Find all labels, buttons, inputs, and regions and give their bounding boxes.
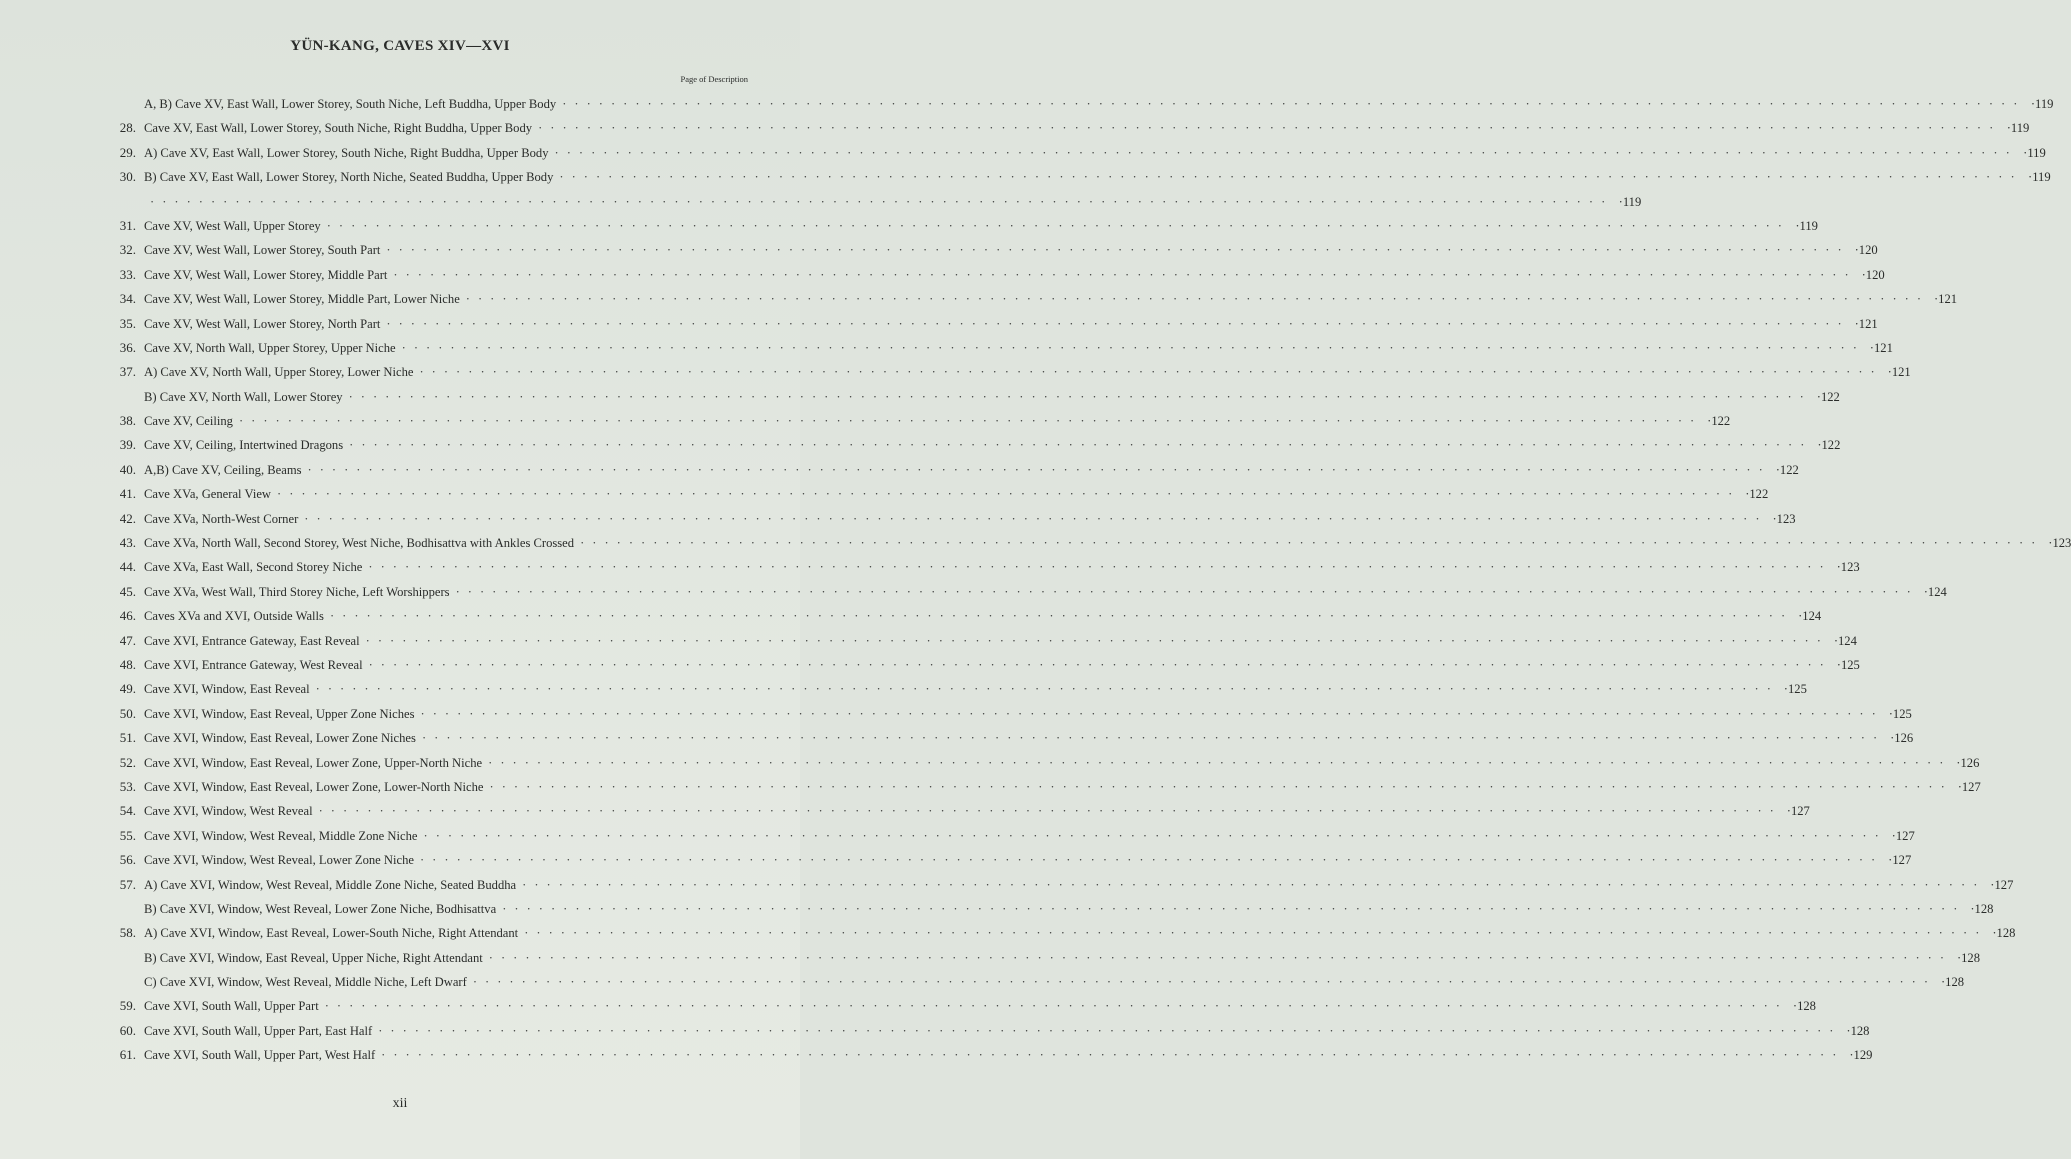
plate-number: 38.: [119, 413, 136, 429]
dot-leader: ························································································································: [419, 365, 1883, 380]
description-page: ·119: [1618, 194, 1642, 209]
description-page: ·128: [1970, 901, 1994, 916]
plate-title: Cave XVI, Window, East Reveal, Lower Zone Niches: [144, 731, 416, 746]
dot-leader: ························································································································: [465, 292, 1930, 307]
plate-number: 29.: [119, 144, 136, 160]
plate-title: Cave XVI, Entrance Gateway, East Reveal: [144, 633, 360, 648]
plate-title: A) Cave XV, North Wall, Upper Storey, Lower Niche: [144, 365, 414, 380]
list-item: [100, 677, 1807, 701]
plate-title: Cave XVI, Window, West Reveal, Lower Zone Niche: [144, 853, 414, 868]
list-item: [100, 799, 1810, 823]
dot-leader: ························································································································: [378, 1023, 1842, 1038]
list-item: [100, 360, 1911, 384]
plate-number: 53.: [119, 778, 136, 794]
plate-number: 50.: [119, 705, 136, 721]
list-item: [100, 824, 1915, 848]
description-page: ·122: [1817, 438, 1841, 453]
plate-number: 56.: [119, 852, 136, 868]
description-page: ·123: [1836, 560, 1860, 575]
plate-title: Cave XVa, North Wall, Second Storey, West Niche, Bodhisattva with Ankles Crossed: [144, 536, 575, 551]
plate-title: B) Cave XVI, Window, West Reveal, Lower Zone Niche, Bodhisattva: [144, 901, 497, 916]
description-page: ·128: [1956, 950, 1981, 965]
plate-title: Cave XV, West Wall, Lower Storey, Middle Part: [144, 267, 388, 282]
dot-leader: ························································································································: [472, 975, 1937, 990]
page-number: xii: [392, 1096, 408, 1111]
description-page: ·123: [1772, 511, 1796, 526]
description-page: ·125: [1888, 706, 1912, 721]
plate-number: 37.: [119, 364, 136, 380]
list-item: [100, 312, 1878, 336]
plate-number: 59.: [119, 998, 136, 1014]
description-page: ·124: [1833, 633, 1857, 648]
dot-leader: ························································································································: [368, 657, 1832, 672]
dot-leader: ························································································································: [277, 487, 1741, 502]
description-page: ·127: [1957, 779, 1981, 794]
dot-leader: ························································································································: [538, 121, 2002, 136]
dot-leader: ························································································································: [502, 901, 1966, 916]
plate-title: Cave XVI, South Wall, Upper Part, East Half: [144, 1023, 373, 1038]
list-item: [100, 214, 1818, 238]
plate-number: 34.: [119, 291, 136, 307]
plate-title: Cave XV, West Wall, Lower Storey, Middle Part, Lower Niche: [144, 292, 460, 307]
plate-number: 54.: [119, 803, 136, 819]
plate-title: A) Cave XVI, Window, West Reveal, Middle Zone Niche, Seated Buddha: [144, 877, 517, 892]
plate-number: 47.: [119, 632, 136, 648]
list-item: [100, 1043, 1873, 1067]
dot-leader: ························································································································: [368, 560, 1832, 575]
plate-title: Cave XVI, Window, East Reveal, Lower Zone, Upper-North Niche: [144, 755, 483, 770]
description-page: ·120: [1861, 267, 1885, 282]
dot-leader: ························································································································: [365, 633, 1829, 648]
description-page: ·128: [1992, 926, 2016, 941]
plate-title: C) Cave XVI, Window, West Reveal, Middle Niche, Left Dwarf: [144, 975, 467, 990]
dot-leader: ························································································································: [349, 438, 1813, 453]
plate-title: A, B) Cave XV, East Wall, Lower Storey, South Niche, Left Buddha, Upper Body: [144, 97, 557, 111]
list-item: [100, 580, 1947, 604]
description-page: ·122: [1707, 414, 1731, 429]
description-page: ·121: [1869, 340, 1893, 355]
dot-leader: ························································································································: [559, 170, 2023, 185]
list-item: [100, 336, 1893, 360]
list-item: [100, 190, 1642, 214]
dot-leader: ························································································································: [522, 877, 1986, 892]
list-item: [100, 287, 1958, 311]
description-page: ·124: [1798, 609, 1822, 624]
plate-title: Cave XV, West Wall, Upper Storey: [144, 218, 321, 233]
list-item: [100, 165, 2051, 189]
plate-number: 58.: [119, 925, 136, 941]
plate-number: 43.: [119, 535, 136, 551]
column-heading: Page of Description: [680, 74, 748, 84]
dot-leader: ························································································································: [423, 828, 1887, 843]
dot-leader: ························································································································: [238, 414, 1703, 429]
dot-leader: ························································································································: [489, 779, 1953, 794]
list-item: [100, 433, 1841, 457]
plate-number: 49.: [119, 681, 136, 697]
plate-title: Cave XVa, General View: [144, 487, 272, 502]
plate-title: Cave XVa, North-West Corner: [144, 511, 299, 526]
dot-leader: ························································································································: [318, 804, 1782, 819]
plate-title: B) Cave XVI, Window, East Reveal, Upper Niche, Right Attendant: [144, 950, 483, 965]
plate-title: B) Cave XV, East Wall, Lower Storey, North Niche, Seated Buddha, Upper Body: [144, 170, 554, 185]
list-item: [100, 970, 1965, 994]
plate-title: Cave XVI, Entrance Gateway, West Reveal: [144, 657, 363, 672]
dot-leader: ························································································································: [420, 706, 1884, 721]
list-item: [100, 92, 2054, 116]
description-page: ·125: [1783, 682, 1807, 697]
plate-number: 31.: [119, 217, 136, 233]
description-page: ·121: [1933, 292, 1958, 307]
plate-list: [100, 92, 2071, 1068]
dot-leader: ························································································································: [455, 584, 1919, 599]
plate-title: Cave XV, Ceiling, Intertwined Dragons: [144, 438, 344, 453]
list-item: [100, 873, 2014, 897]
dot-leader: ························································································································: [324, 999, 1788, 1014]
dot-leader: ························································································································: [393, 267, 1857, 282]
dot-leader: ························································································································: [304, 511, 1768, 526]
plate-title: A) Cave XVI, Window, East Reveal, Lower-South Niche, Right Attendant: [144, 926, 519, 941]
plate-title: B) Cave XV, North Wall, Lower Storey: [144, 389, 343, 404]
list-item: [100, 116, 2030, 140]
description-page: ·128: [1846, 1023, 1870, 1038]
plate-number: 36.: [119, 339, 136, 355]
plate-title: Cave XV, North Wall, Upper Storey, Upper Niche: [144, 340, 396, 355]
dot-leader: ························································································································: [421, 731, 1886, 746]
list-item: [100, 897, 1994, 921]
list-item: [100, 775, 1981, 799]
description-page: ·127: [1888, 853, 1912, 868]
description-page: ·123: [2048, 536, 2071, 551]
list-item: [100, 994, 1816, 1018]
plate-number: 33.: [119, 266, 136, 282]
list-item: [100, 141, 2046, 165]
dot-leader: ························································································································: [419, 853, 1884, 868]
description-page: ·129: [1849, 1048, 1873, 1063]
list-item: [100, 946, 1981, 970]
plate-title: Cave XV, West Wall, Lower Storey, North Part: [144, 316, 381, 331]
plate-title: Cave XV, Ceiling: [144, 414, 233, 429]
description-page: ·127: [1891, 828, 1915, 843]
description-page: ·121: [1887, 365, 1911, 380]
dot-leader: ························································································································: [554, 145, 2018, 160]
description-page: ·119: [2030, 97, 2054, 111]
dot-leader: ························································································································: [386, 243, 1850, 258]
description-page: ·127: [1786, 804, 1810, 819]
plate-number: 30.: [119, 169, 136, 185]
plate-number: 55.: [119, 827, 136, 843]
plate-title: Cave XV, East Wall, Lower Storey, South Niche, Right Buddha, Upper Body: [144, 121, 533, 136]
plate-number: 39.: [119, 437, 136, 453]
plate-title: Caves XVa and XVI, Outside Walls: [144, 609, 324, 624]
description-page: ·125: [1836, 657, 1860, 672]
list-item: [100, 482, 1769, 506]
list-item: [100, 531, 2071, 555]
list-item: [100, 604, 1822, 628]
plate-title: A,B) Cave XV, Ceiling, Beams: [144, 462, 302, 477]
description-page: ·119: [2023, 145, 2046, 160]
dot-leader: ························································································································: [315, 682, 1779, 697]
list-item: [100, 263, 1885, 287]
dot-leader: ························································································································: [580, 536, 2044, 551]
plate-title: Cave XV, West Wall, Lower Storey, South Part: [144, 243, 381, 258]
plate-number: 42.: [119, 510, 136, 526]
plate-number: 40.: [119, 461, 136, 477]
plate-number: 46.: [119, 608, 136, 624]
plate-title: Cave XVa, West Wall, Third Storey Niche, Left Worshippers: [144, 584, 450, 599]
plate-number: 60.: [119, 1022, 136, 1038]
plate-number: 48.: [119, 656, 136, 672]
description-page: ·127: [1990, 877, 2014, 892]
plate-title: A) Cave XV, East Wall, Lower Storey, South Niche, Right Buddha, Upper Body: [144, 145, 549, 160]
description-page: ·120: [1854, 243, 1878, 258]
dot-leader: ························································································································: [307, 462, 1771, 477]
list-item: [100, 238, 1878, 262]
plate-number: 45.: [119, 583, 136, 599]
list-item: [100, 507, 1796, 531]
list-item: [100, 702, 1912, 726]
description-page: ·119: [1795, 218, 1818, 233]
plate-number: 28.: [119, 120, 136, 136]
description-page: ·128: [1792, 999, 1816, 1014]
list-item: [100, 1019, 1870, 1043]
list-item: [100, 409, 1731, 433]
description-page: ·122: [1816, 389, 1840, 404]
plate-title: Cave XVa, East Wall, Second Storey Niche: [144, 560, 363, 575]
dot-leader: ························································································································: [326, 218, 1790, 233]
dot-leader: ························································································································: [401, 340, 1865, 355]
plate-title: Cave XVI, South Wall, Upper Part: [144, 999, 319, 1014]
dot-leader: ························································································································: [348, 389, 1812, 404]
description-page: ·124: [1923, 584, 1947, 599]
description-page: ·126: [1956, 755, 1980, 770]
dot-leader: ························································································································: [524, 926, 1988, 941]
list-item: [100, 555, 1860, 579]
dot-leader: ························································································································: [329, 609, 1794, 624]
description-page: ·122: [1745, 487, 1769, 502]
dot-leader: ························································································································: [562, 97, 2026, 111]
plate-number: 41.: [119, 486, 136, 502]
list-item: [100, 458, 1799, 482]
dot-leader: ························································································································: [488, 950, 1953, 965]
plate-number: 52.: [119, 754, 136, 770]
dot-leader: ························································································································: [150, 194, 1614, 209]
dot-leader: ························································································································: [381, 1048, 1845, 1063]
dot-leader: ························································································································: [386, 316, 1850, 331]
description-page: ·119: [2028, 170, 2051, 185]
list-item: [100, 385, 1840, 409]
plate-title: Cave XVI, Window, East Reveal, Lower Zone, Lower-North Niche: [144, 779, 484, 794]
list-item: [100, 726, 1914, 750]
description-page: ·122: [1775, 462, 1799, 477]
list-item: [100, 629, 1857, 653]
plate-number: 61.: [119, 1047, 136, 1063]
plate-title: Cave XVI, Window, West Reveal: [144, 804, 313, 819]
plate-number: 51.: [119, 730, 136, 746]
running-title: YÜN-KANG, CAVES XIV—XVI: [290, 38, 510, 54]
description-page: ·121: [1854, 316, 1878, 331]
dot-leader: ························································································································: [488, 755, 1952, 770]
plate-number: 57.: [119, 876, 136, 892]
plate-number: 32.: [119, 242, 136, 258]
plate-title: Cave XVI, Window, West Reveal, Middle Zone Niche: [144, 828, 418, 843]
list-item: [100, 848, 1912, 872]
description-page: ·128: [1940, 975, 1965, 990]
plate-number: 35.: [119, 315, 136, 331]
plate-title: Cave XVI, Window, East Reveal: [144, 682, 310, 697]
list-item: [100, 751, 1980, 775]
plate-title: Cave XVI, Window, East Reveal, Upper Zone Niches: [144, 706, 415, 721]
description-page: ·119: [2006, 121, 2030, 136]
description-page: ·126: [1890, 731, 1914, 746]
list-item: [100, 921, 2016, 945]
plate-number: 44.: [119, 559, 136, 575]
plate-title: Cave XVI, South Wall, Upper Part, West Half: [144, 1048, 376, 1063]
list-item: [100, 653, 1860, 677]
